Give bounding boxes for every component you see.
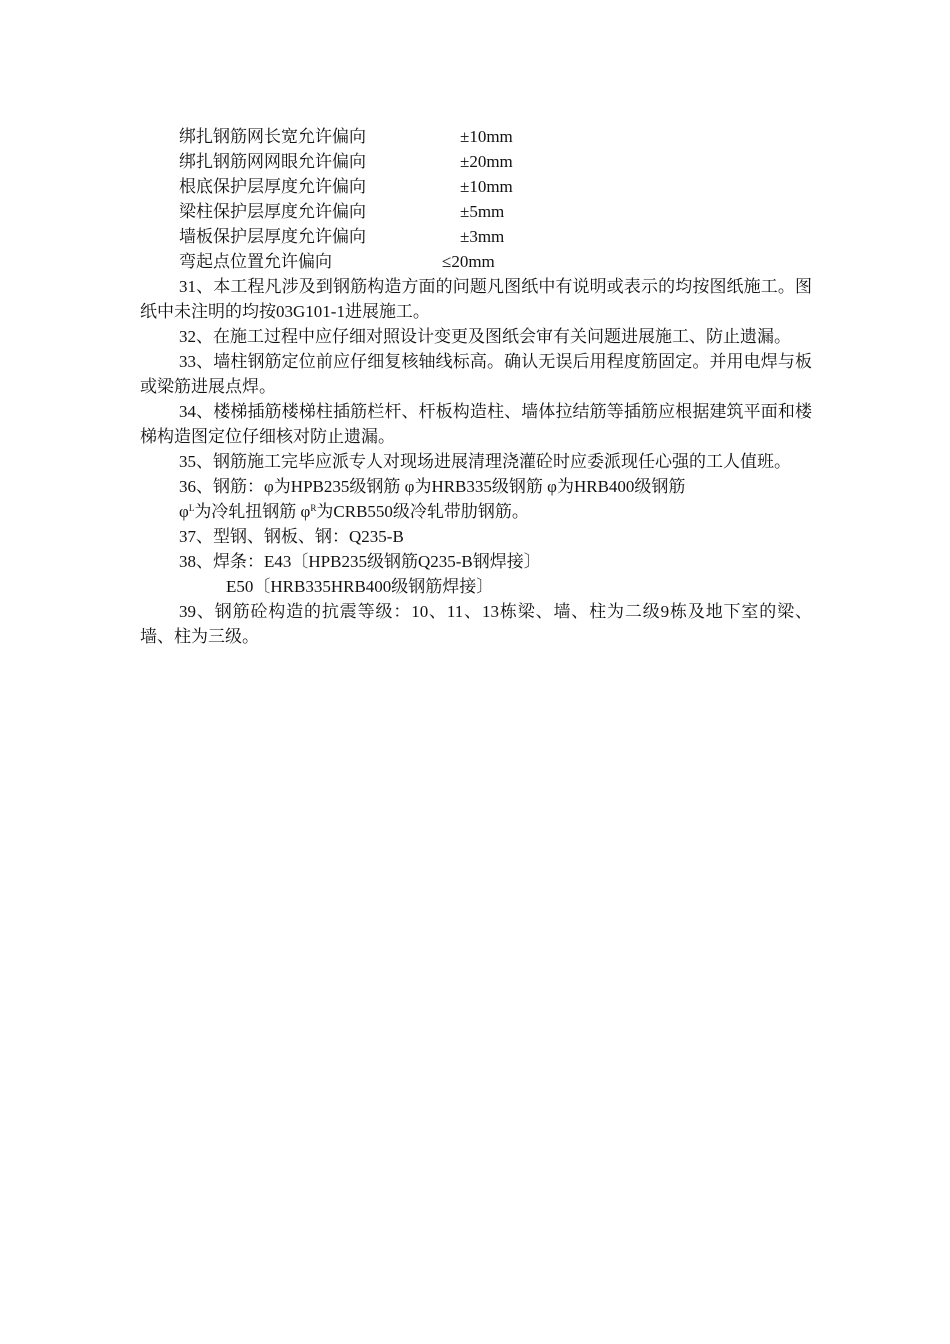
tolerance-row <box>140 124 812 149</box>
item-36-line2 <box>140 499 812 524</box>
tolerance-label: 绑扎钢筋网网眼允许偏向 <box>179 152 366 171</box>
tolerance-value: ±10mm <box>460 127 513 146</box>
item-36-mid-text: 为冷轧扭钢筋 φ <box>194 502 311 521</box>
item-31: 31、本工程凡涉及到钢筋构造方面的问题凡图纸中有说明或表示的均按图纸施工。图纸中未注明的均按03G101-1进展施工。 <box>140 277 812 321</box>
phi-symbol: φ <box>179 502 189 521</box>
item-38-line2: E50〔HRB335HRB400级钢筋焊接〕 <box>226 577 494 596</box>
tolerance-label: 墙板保护层厚度允许偏向 <box>179 227 366 246</box>
tolerance-value: ±10mm <box>460 177 513 196</box>
tolerance-row <box>140 149 812 174</box>
item-35: 35、钢筋施工完毕应派专人对现场进展清理浇灌砼时应委派现任心强的工人值班。 <box>179 452 791 471</box>
tolerance-value: ±20mm <box>460 152 513 171</box>
superscript-l: L <box>188 503 195 513</box>
tolerance-label: 弯起点位置允许偏向 <box>179 252 332 271</box>
superscript-r: R <box>310 503 317 513</box>
tolerance-label: 梁柱保护层厚度允许偏向 <box>179 202 366 221</box>
tolerance-row <box>140 249 812 274</box>
tolerance-row <box>140 199 812 224</box>
tolerance-value: ≤20mm <box>442 252 495 271</box>
item-39: 39、钢筋砼构造的抗震等级：10、11、13栋梁、墙、柱为二级9栋及地下室的梁、墙、柱为三级。 <box>140 602 812 646</box>
tolerance-row <box>140 174 812 199</box>
tolerance-label: 绑扎钢筋网长宽允许偏向 <box>179 127 366 146</box>
item-37: 37、型钢、钢板、钢：Q235-B <box>179 527 404 546</box>
item-36-tail-text: 为CRB550级冷轧带肋钢筋。 <box>316 502 529 521</box>
tolerance-value: ±3mm <box>460 227 505 246</box>
item-32: 32、在施工过程中应仔细对照设计变更及图纸会审有关问题进展施工、防止遗漏。 <box>179 327 791 346</box>
document-body <box>140 124 812 649</box>
item-36-line1: 36、钢筋：φ为HPB235级钢筋 φ为HRB335级钢筋 φ为HRB400级钢筋 <box>179 477 686 496</box>
item-38-line1: 38、焊条：E43〔HPB235级钢筋Q235-B钢焊接〕 <box>179 552 541 571</box>
item-34: 34、楼梯插筋楼梯柱插筋栏杆、杆板构造柱、墙体拉结筋等插筋应根据建筑平面和楼梯构造图定位仔细核对防止遗漏。 <box>140 402 812 446</box>
tolerance-value: ±5mm <box>460 202 505 221</box>
tolerance-row <box>140 224 812 249</box>
item-33: 33、墙柱钢筋定位前应仔细复核轴线标高。确认无误后用程度筋固定。并用电焊与板或梁筋进展点焊。 <box>140 352 812 396</box>
tolerance-label: 根底保护层厚度允许偏向 <box>179 177 366 196</box>
